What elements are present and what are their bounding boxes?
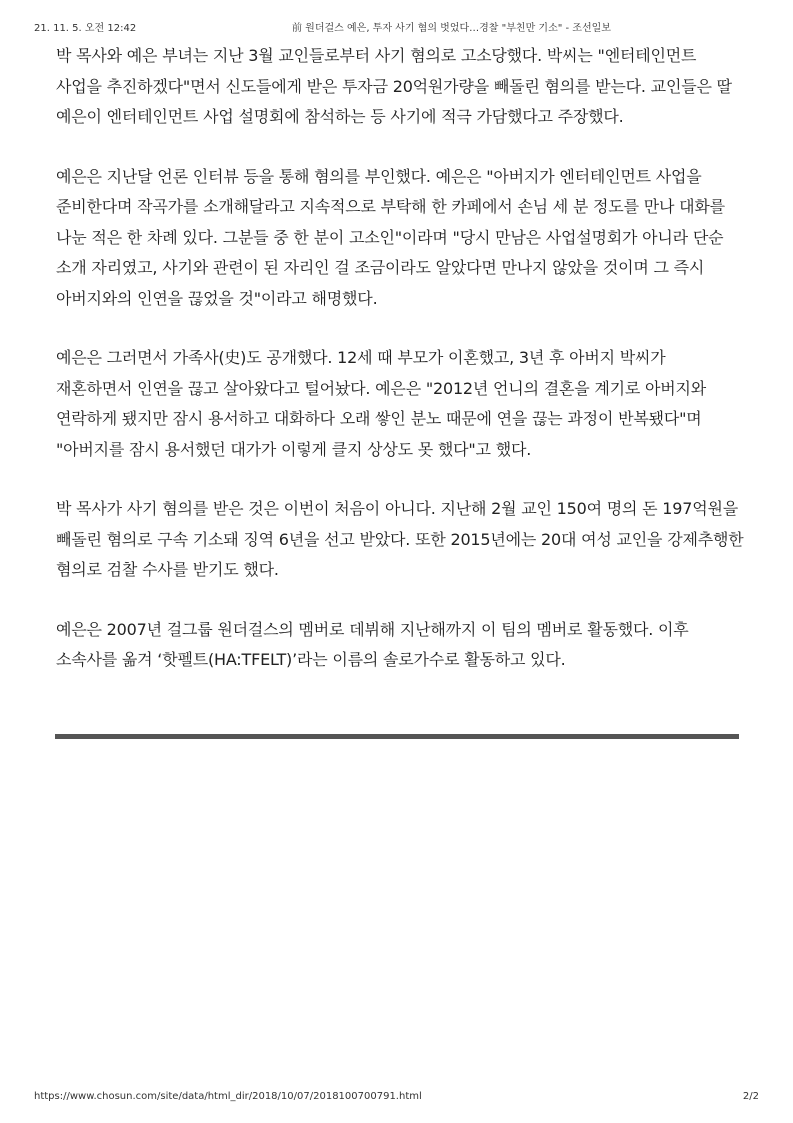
article-end-divider	[55, 734, 739, 739]
print-page-title: 前 원더걸스 예은, 투자 사기 혐의 벗었다…경찰 "부친만 기소" - 조선일보	[292, 23, 611, 34]
print-footer	[34, 1091, 759, 1105]
article-paragraph-2: 예은은 지난달 언론 인터뷰 등을 통해 혐의를 부인했다. 예은은 "아버지가 엔터테인먼트 사업을 준비한다며 작곡가를 소개해달라고 지속적으로 부탁해 한 카페에서 손님 세 분 정도를 만나 대화를 나눈 적은 한 차례 있다. 그분들 중 한 분이 고소인"이라며 "당시 만남은 사업설명회가 아니라 단순 소개 자리였고, 사기와 관련이 된 자리인 걸 조금이라도 알았다면 만나지 않았을 것이며 그 즉시 아버지와의 인연을 끊었을 것"이라고 해명했다.	[56, 166, 725, 308]
article-body	[56, 41, 746, 705]
print-source-url[interactable]: https://www.chosun.com/site/data/html_dir/2018/10/07/2018100700791.html	[34, 1091, 422, 1102]
article-paragraph-5: 예은은 2007년 걸그룹 원더걸스의 멤버로 데뷔해 지난해까지 이 팀의 멤버로 활동했다. 이후 소속사를 옮겨 ‘핫펠트(HA:TFELT)’라는 이름의 솔로가수로 활동하고 있다.	[56, 619, 689, 669]
article-paragraph-1: 박 목사와 예은 부녀는 지난 3월 교인들로부터 사기 혐의로 고소당했다. 박씨는 "엔터테인먼트 사업을 추진하겠다"면서 신도들에게 받은 투자금 20억원가량을 빼돌린 혐의를 받는다. 교인들은 딸 예은이 엔터테인먼트 사업 설명회에 참석하는 등 사기에 적극 가담했다고 주장했다.	[56, 46, 732, 126]
article-paragraph-4: 박 목사가 사기 혐의를 받은 것은 이번이 처음이 아니다. 지난해 2월 교인 150여 명의 돈 197억원을 빼돌린 혐의로 구속 기소돼 징역 6년을 선고 받았다. 또한 2015년에는 20대 여성 교인을 강제추행한 혐의로 검찰 수사를 받기도 했다.	[56, 499, 744, 579]
print-page-number: 2/2	[742, 1091, 759, 1102]
print-datetime: 21. 11. 5. 오전 12:42	[34, 23, 137, 34]
print-header	[34, 19, 759, 35]
article-paragraph-3: 예은은 그러면서 가족사(史)도 공개했다. 12세 때 부모가 이혼했고, 3년 후 아버지 박씨가 재혼하면서 인연을 끊고 살아왔다고 털어놨다. 예은은 "2012년 언니의 결혼을 계기로 아버지와 연락하게 됐지만 잠시 용서하고 대화하다 오래 쌓인 분노 때문에 연을 끊는 과정이 반복됐다"며 "아버지를 잠시 용서했던 대가가 이렇게 클지 상상도 못 했다"고 했다.	[56, 348, 707, 459]
